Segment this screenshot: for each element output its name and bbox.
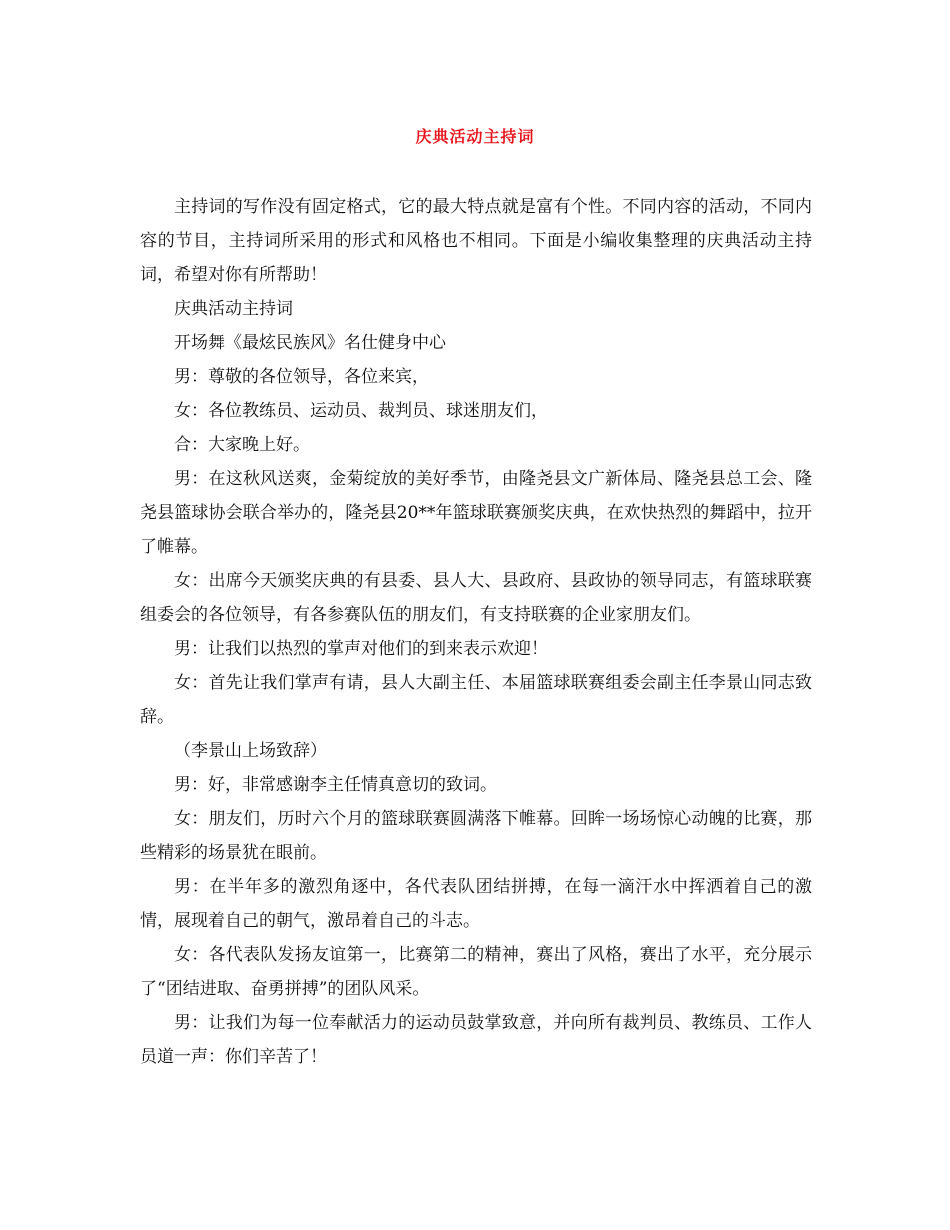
paragraph: 开场舞《最炫民族风》名仕健身中心 <box>174 333 446 353</box>
paragraph: 庆典活动主持词 <box>174 299 293 319</box>
paragraph: 男：让我们为每一位奉献活力的运动员鼓掌致意，并向所有裁判员、教练员、工作人员道一声：你们辛苦了！ <box>140 1013 812 1067</box>
paragraph: 女：各位教练员、运动员、裁判员、球迷朋友们， <box>174 401 548 421</box>
document-title: 庆典活动主持词 <box>415 127 535 146</box>
document-body <box>140 190 812 1074</box>
paragraph: 男：好，非常感谢李主任情真意切的致词。 <box>174 775 497 795</box>
paragraph: 主持词的写作没有固定格式，它的最大特点就是富有个性。不同内容的活动，不同内容的节目，主持词所采用的形式和风格也不相同。下面是小编收集整理的庆典活动主持词，希望对你有所帮助！ <box>140 197 812 285</box>
paragraph: 男：在这秋风送爽，金菊绽放的美好季节，由隆尧县文广新体局、隆尧县总工会、隆尧县篮球协会联合举办的，隆尧县20**年篮球联赛颁奖庆典，在欢快热烈的舞蹈中，拉开了帷幕。 <box>140 469 812 557</box>
paragraph: 女：各代表队发扬友谊第一，比赛第二的精神，赛出了风格，赛出了水平，充分展示了“团结进取、奋勇拼搏”的团队风采。 <box>140 945 812 999</box>
paragraph: 女：首先让我们掌声有请，县人大副主任、本届篮球联赛组委会副主任李景山同志致辞。 <box>140 673 812 727</box>
paragraph: （李景山上场致辞） <box>174 741 327 761</box>
paragraph: 男：在半年多的激烈角逐中，各代表队团结拼搏，在每一滴汗水中挥洒着自己的激情，展现着自己的朝气，激昂着自己的斗志。 <box>140 877 812 931</box>
paragraph: 女：出席今天颁奖庆典的有县委、县人大、县政府、县政协的领导同志，有篮球联赛组委会的各位领导，有各参赛队伍的朋友们，有支持联赛的企业家朋友们。 <box>140 571 812 625</box>
paragraph: 女：朋友们，历时六个月的篮球联赛圆满落下帷幕。回眸一场场惊心动魄的比赛，那些精彩的场景犹在眼前。 <box>140 809 812 863</box>
paragraph: 男：尊敬的各位领导，各位来宾， <box>174 367 429 387</box>
paragraph: 合：大家晚上好。 <box>174 435 310 455</box>
paragraph: 男：让我们以热烈的掌声对他们的到来表示欢迎！ <box>174 639 548 659</box>
